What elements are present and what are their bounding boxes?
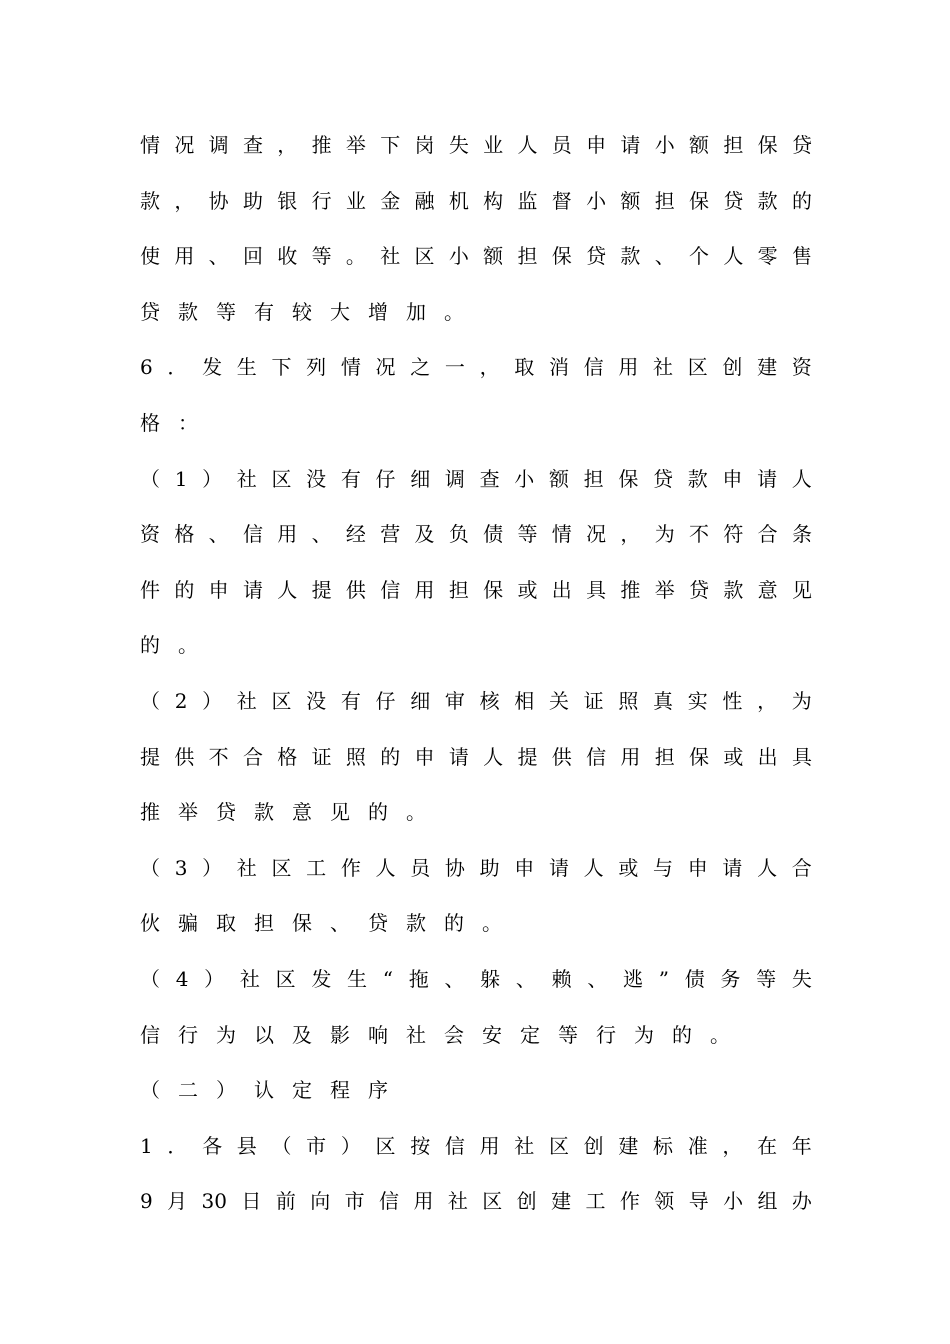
text-line: 提 供 不 合 格 证 照 的 申 请 人 提 供 信 用 担 保 或 出 具 <box>140 744 812 769</box>
text-line: （ 二 ） 认 定 程 序 <box>140 1078 388 1103</box>
text-line: （ 3 ） 社 区 工 作 人 员 协 助 申 请 人 或 与 申 请 人 合 <box>140 855 812 880</box>
text-line: 件 的 申 请 人 提 供 信 用 担 保 或 出 具 推 举 贷 款 意 见 <box>140 577 812 602</box>
text-line: 资 格 、 信 用 、 经 营 及 负 债 等 情 况 ， 为 不 符 合 条 <box>140 522 812 547</box>
text-line: 的 。 <box>140 633 198 658</box>
text-line: （ 1 ） 社 区 没 有 仔 细 调 查 小 额 担 保 贷 款 申 请 人 <box>140 466 812 491</box>
text-line: 贷 款 等 有 较 大 增 加 。 <box>140 299 464 324</box>
text-line: （ 2 ） 社 区 没 有 仔 细 审 核 相 关 证 照 真 实 性 ， 为 <box>140 689 812 713</box>
text-line: 情 况 调 查 ， 推 举 下 岗 失 业 人 员 申 请 小 额 担 保 贷 <box>140 133 812 157</box>
text-line: 伙 骗 取 担 保 、 贷 款 的 。 <box>140 911 502 936</box>
text-line: （ 4 ） 社 区 发 生 “ 拖 、 躲 、 赖 、 逃 ” 债 务 等 失 <box>140 967 812 991</box>
text-line: 款 ， 协 助 银 行 业 金 融 机 构 监 督 小 额 担 保 贷 款 的 <box>140 188 812 213</box>
text-line: 1 ． 各 县 （ 市 ） 区 按 信 用 社 区 创 建 标 准 ， 在 年 <box>140 1133 812 1158</box>
text-line: 格 ： <box>140 411 198 435</box>
text-line: 使 用 、 回 收 等 。 社 区 小 额 担 保 贷 款 、 个 人 零 售 <box>140 244 812 269</box>
text-line: 推 举 贷 款 意 见 的 。 <box>140 800 426 825</box>
text-line: 6 ． 发 生 下 列 情 况 之 一 ， 取 消 信 用 社 区 创 建 资 <box>140 355 812 380</box>
text-line: 信 行 为 以 及 影 响 社 会 安 定 等 行 为 的 。 <box>140 1022 730 1047</box>
text-line: 9 月 30 日 前 向 市 信 用 社 区 创 建 工 作 领 导 小 组 办 <box>140 1189 812 1214</box>
